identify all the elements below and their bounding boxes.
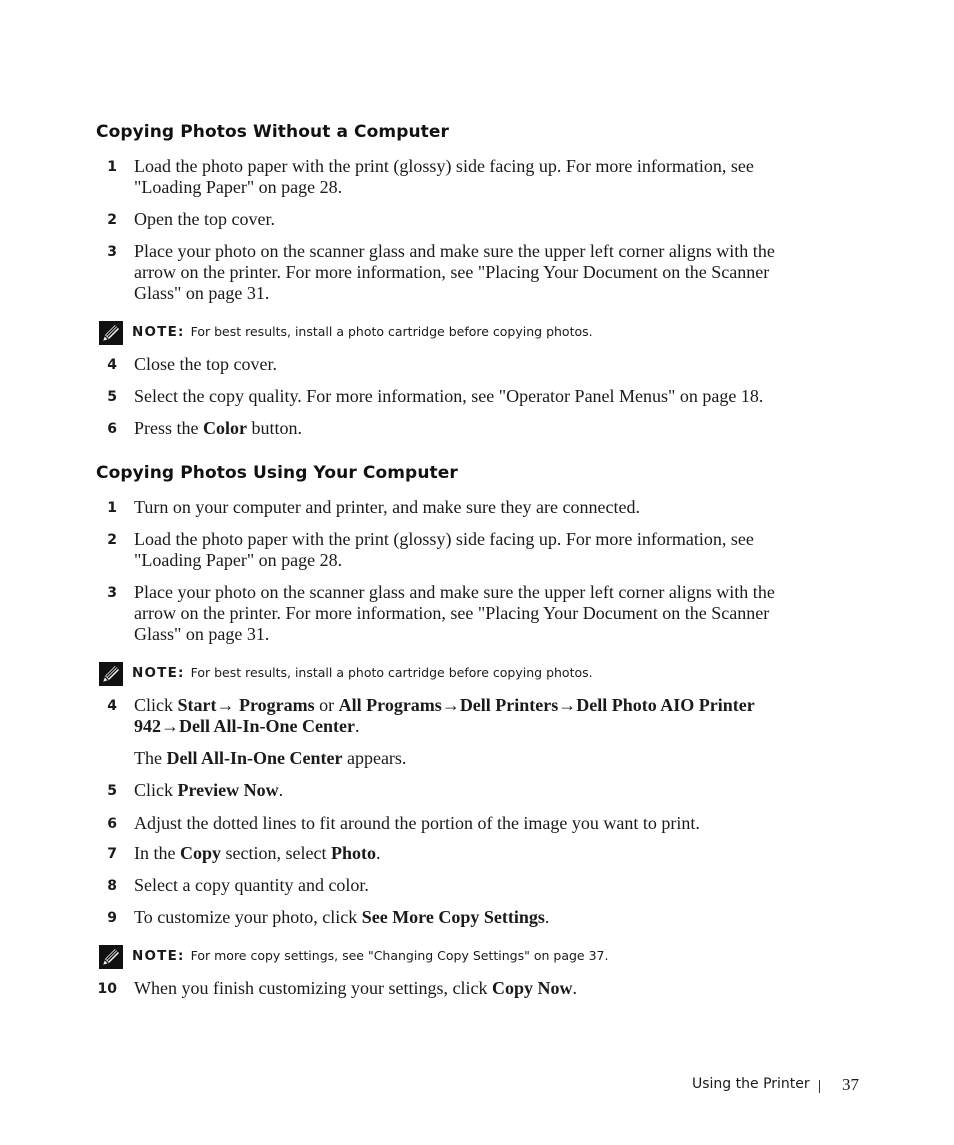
ui-label: Copy Now bbox=[491, 978, 573, 998]
step-text: Turn on your computer and printer, and make sure they are connected. bbox=[134, 497, 640, 517]
step-text: Press the Color button. bbox=[134, 418, 303, 438]
note-body: For best results, install a photo cartridge before copying photos. bbox=[190, 324, 593, 339]
pencil-note-icon bbox=[99, 945, 123, 969]
app-name: Dell All-In-One Center bbox=[166, 748, 343, 768]
step-result-text: The Dell All-In-One Center appears. bbox=[134, 748, 407, 768]
footer-divider bbox=[819, 1080, 820, 1093]
footer-section-title: Using the Printer bbox=[692, 1076, 810, 1092]
step-text: Click Start→ Programs or All Programs→Dell Printers→Dell Photo AIO Printer 942→Dell All-In-One Center. bbox=[134, 695, 755, 736]
step-number: 5 bbox=[107, 783, 117, 799]
step-text: In the Copy section, select Photo. bbox=[134, 843, 381, 863]
step-number: 5 bbox=[107, 389, 117, 405]
section-heading-without-computer: Copying Photos Without a Computer bbox=[96, 122, 450, 142]
note-box bbox=[99, 662, 819, 686]
step-number: 4 bbox=[107, 357, 117, 373]
step-number: 2 bbox=[107, 532, 117, 548]
step-number: 9 bbox=[107, 910, 117, 926]
ui-label: Copy bbox=[179, 843, 221, 863]
menu-path-printer-942: Dell Photo AIO Printer 942 bbox=[134, 695, 755, 736]
step-number: 3 bbox=[107, 244, 117, 260]
menu-path-programs: Programs bbox=[239, 695, 315, 715]
step-text: Adjust the dotted lines to fit around the portion of the image you want to print. bbox=[134, 813, 700, 833]
note-label: NOTE: bbox=[132, 948, 185, 964]
step-number: 8 bbox=[107, 878, 117, 894]
ui-label: Photo bbox=[330, 843, 376, 863]
step-text: Place your photo on the scanner glass and make sure the upper left corner aligns with the arrow on the printer. For more information, see "Placing Your Document on the Scanner Glass" on page 31. bbox=[134, 241, 775, 303]
note-text bbox=[132, 665, 593, 681]
note-text bbox=[132, 324, 593, 340]
section-heading-using-computer: Copying Photos Using Your Computer bbox=[96, 463, 458, 483]
step-number: 2 bbox=[107, 212, 117, 228]
step-text: Load the photo paper with the print (glossy) side facing up. For more information, see "Loading Paper" on page 28. bbox=[134, 529, 754, 570]
note-box bbox=[99, 945, 819, 969]
note-body: For more copy settings, see "Changing Copy Settings" on page 37. bbox=[190, 948, 609, 963]
step-text: Click Preview Now. bbox=[134, 780, 284, 800]
step-number: 4 bbox=[107, 698, 117, 714]
step-text: Close the top cover. bbox=[134, 354, 277, 374]
step-number: 7 bbox=[107, 846, 117, 862]
ui-label: Preview Now bbox=[177, 780, 279, 800]
step-number: 10 bbox=[97, 981, 117, 997]
ui-label: See More Copy Settings bbox=[361, 907, 545, 927]
step-number: 1 bbox=[107, 500, 117, 516]
note-text bbox=[132, 948, 608, 964]
step-text: Select the copy quality. For more information, see "Operator Panel Menus" on page 18. bbox=[134, 386, 764, 406]
step-text: To customize your photo, click See More Copy Settings. bbox=[134, 907, 550, 927]
step-number: 6 bbox=[107, 421, 117, 437]
menu-path-dell-printers: Dell Printers bbox=[459, 695, 559, 715]
step-text: Load the photo paper with the print (glossy) side facing up. For more information, see "Loading Paper" on page 28. bbox=[134, 156, 754, 197]
step-number: 6 bbox=[107, 816, 117, 832]
step-text: Select a copy quantity and color. bbox=[134, 875, 369, 895]
ui-label: Color bbox=[203, 418, 247, 438]
step-text: When you finish customizing your settings, click Copy Now. bbox=[134, 978, 577, 998]
note-body: For best results, install a photo cartridge before copying photos. bbox=[190, 665, 593, 680]
pencil-note-icon bbox=[99, 662, 123, 686]
pencil-note-icon bbox=[99, 321, 123, 345]
step-number: 3 bbox=[107, 585, 117, 601]
step-text: Open the top cover. bbox=[134, 209, 275, 229]
note-label: NOTE: bbox=[132, 324, 185, 340]
menu-path-all-in-one-center: Dell All-In-One Center bbox=[179, 716, 355, 736]
menu-path-start: Start bbox=[177, 695, 217, 715]
menu-path-all-programs: All Programs bbox=[338, 695, 442, 715]
page-number: 37 bbox=[842, 1075, 859, 1094]
note-label: NOTE: bbox=[132, 665, 185, 681]
step-number: 1 bbox=[107, 159, 117, 175]
note-box bbox=[99, 321, 819, 345]
step-text: Place your photo on the scanner glass and make sure the upper left corner aligns with the arrow on the printer. For more information, see "Placing Your Document on the Scanner Glass" on page 31. bbox=[134, 582, 775, 644]
